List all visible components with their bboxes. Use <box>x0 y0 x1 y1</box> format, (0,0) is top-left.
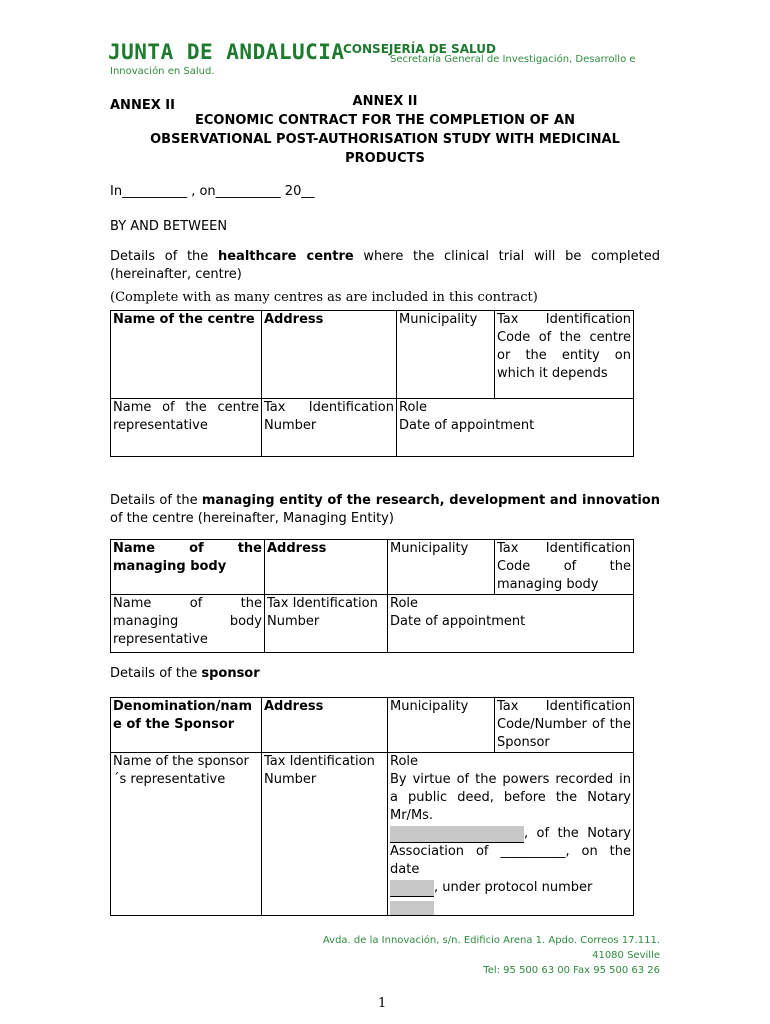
sponsor-powers-text: By virtue of the powers recorded in a public deed, before the Notary Mr/Ms. <box>390 772 631 823</box>
annex-label: ANNEX II <box>110 98 175 113</box>
page-number: 1 <box>378 996 387 1011</box>
by-and-between: BY AND BETWEEN <box>110 219 228 234</box>
junta-de-andalucia-logo: JUNTA DE ANDALUCIA <box>108 40 345 64</box>
sponsor-role-label: Role <box>390 754 419 769</box>
sponsor-table <box>110 697 634 916</box>
secretaria-subheading: Secretaría General de Investigación, Desarrollo e <box>390 54 636 65</box>
footer-address: Avda. de la Innovación, s/n. Edificio Arena 1. Apdo. Correos 17.111. <box>322 935 660 946</box>
footer-phone: Tel: 95 500 63 00 Fax 95 500 63 26 <box>483 965 660 976</box>
sponsor-address-header: Address <box>262 698 388 753</box>
title-line-1: ECONOMIC CONTRACT FOR THE COMPLETION OF AN <box>195 113 575 128</box>
sponsor-tax-number-cell: Tax Identification Number <box>262 753 388 916</box>
sponsor-municipality-header: Municipality <box>388 698 495 753</box>
place-date-line: In__________ , on__________ 20__ <box>110 184 315 199</box>
sponsor-tax-code-header: Tax Identification Code/Number of the Sponsor <box>495 698 634 753</box>
sponsor-role-cell <box>388 753 634 916</box>
protocol-number-field[interactable] <box>390 901 434 915</box>
centre-role-cell <box>397 399 634 457</box>
centre-note: (Complete with as many centres as are included in this contract) <box>110 290 538 305</box>
managing-name-header: Name of the managing body <box>111 540 265 595</box>
title-line-annex: ANNEX II <box>352 94 418 109</box>
managing-appointment-label: Date of appointment <box>390 614 526 629</box>
centre-role-label: Role <box>399 400 428 415</box>
centre-representative-cell: Name of the centre representative <box>111 399 262 457</box>
centre-address-header: Address <box>262 311 397 399</box>
sponsor-name-header: Denomination/name of the Sponsor <box>111 698 262 753</box>
consejeria-heading: CONSEJERÍA DE SALUD <box>343 42 496 56</box>
managing-table <box>110 539 634 653</box>
centre-name-header: Name of the centre <box>111 311 262 399</box>
managing-role-label: Role <box>390 596 419 611</box>
centre-appointment-label: Date of appointment <box>399 418 535 433</box>
title-line-2: OBSERVATIONAL POST-AUTHORISATION STUDY WITH MEDICINAL <box>150 132 620 147</box>
sponsor-representative-cell: Name of the sponsor´s representative <box>111 753 262 916</box>
sponsor-notary-line: , of the Notary Association of __________, on the date <box>390 826 631 877</box>
managing-tax-code-header: Tax Identification Code of the managing body <box>495 540 634 595</box>
managing-intro: Details of the managing entity of the research, development and innovation of the centre (hereinafter, Managing Entity) <box>110 493 660 526</box>
centre-intro: Details of the healthcare centre where the clinical trial will be completed (hereinafter, centre) <box>110 249 660 282</box>
managing-representative-cell: Name of the managing body representative <box>111 595 265 653</box>
sponsor-protocol-field-row <box>390 897 631 915</box>
managing-role-cell <box>388 595 634 653</box>
sponsor-intro: Details of the sponsor <box>110 666 260 681</box>
title-line-3: PRODUCTS <box>345 151 425 166</box>
centre-tax-code-header: Tax Identification Code of the centre or the entity on which it depends <box>495 311 634 399</box>
sponsor-protocol-line: , under protocol number <box>390 879 631 897</box>
managing-address-header: Address <box>265 540 388 595</box>
centre-municipality-header: Municipality <box>397 311 495 399</box>
footer-city: 41080 Seville <box>592 950 660 961</box>
deed-date-field[interactable] <box>390 880 434 897</box>
managing-tax-number-cell: Tax Identification Number <box>265 595 388 653</box>
logo-tagline: Innovación en Salud. <box>110 66 215 77</box>
managing-municipality-header: Municipality <box>388 540 495 595</box>
centre-tax-number-cell: Tax Identification Number <box>262 399 397 457</box>
notary-name-field[interactable] <box>390 826 524 843</box>
centre-table <box>110 310 634 457</box>
